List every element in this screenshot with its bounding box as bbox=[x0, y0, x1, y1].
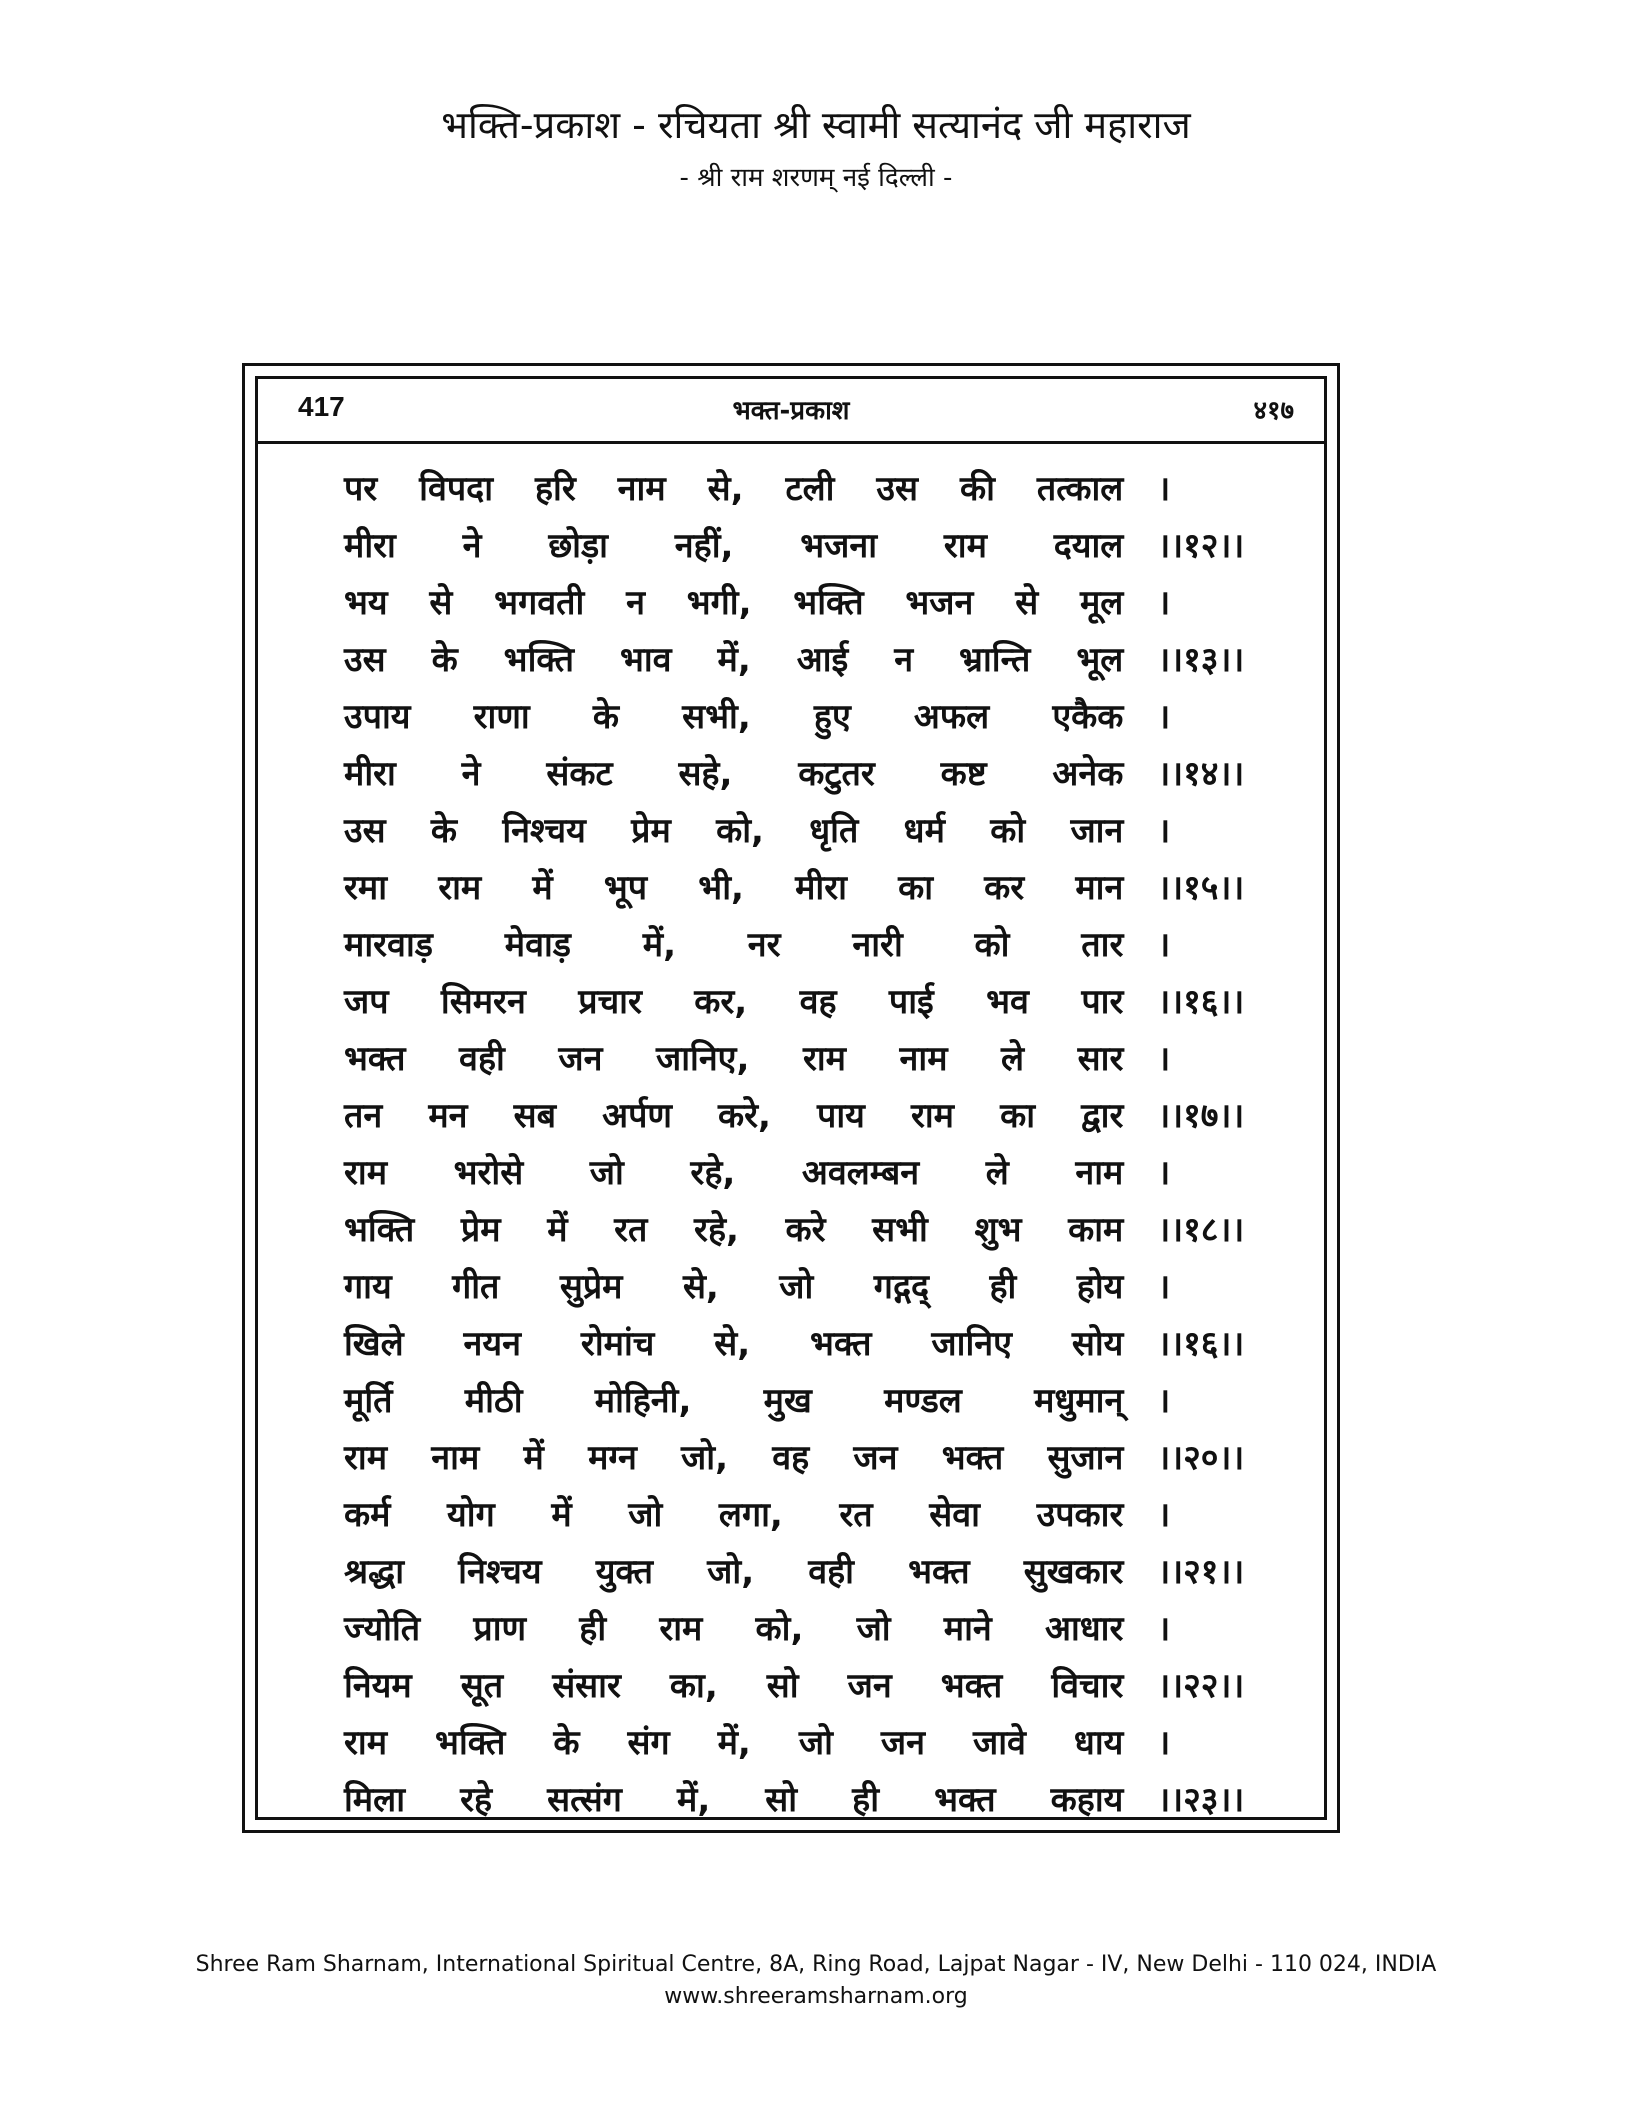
verse-mark: । bbox=[1157, 1153, 1171, 1193]
verse-mark: । bbox=[1157, 1609, 1171, 1649]
verse-text: मारवाड़ मेवाड़ में, नर नारी को तार bbox=[344, 925, 1124, 965]
verse-text: उस के भक्ति भाव में, आई न भ्रान्ति भूल bbox=[344, 640, 1124, 680]
verse-line bbox=[344, 1205, 1284, 1262]
page-header bbox=[0, 100, 1632, 198]
verse-text: मूर्ति मीठी मोहिनी, मुख मण्डल मधुमान् bbox=[344, 1381, 1124, 1421]
chapter-title: भक्त-प्रकाश bbox=[732, 396, 850, 426]
verse-text: तन मन सब अर्पण करे, पाय राम का द्वार bbox=[344, 1096, 1124, 1136]
verse-line bbox=[344, 1604, 1284, 1661]
verse-text: भक्त वही जन जानिए, राम नाम ले सार bbox=[344, 1039, 1124, 1079]
verse-mark: ।।२३।। bbox=[1157, 1780, 1245, 1820]
verse-line bbox=[344, 1718, 1284, 1775]
verse-text: पर विपदा हरि नाम से, टली उस की तत्काल bbox=[344, 469, 1124, 509]
verse-text: श्रद्धा निश्चय युक्त जो, वही भक्त सुखकार bbox=[344, 1552, 1124, 1592]
verse-line bbox=[344, 1661, 1284, 1718]
verse-mark: । bbox=[1157, 697, 1171, 737]
verse-text: जप सिमरन प्रचार कर, वह पाई भव पार bbox=[344, 982, 1124, 1022]
verse-text: मिला रहे सत्संग में, सो ही भक्त कहाय bbox=[344, 1780, 1124, 1820]
footer-address: Shree Ram Sharnam, International Spiritual Centre, 8A, Ring Road, Lajpat Nagar - IV, New Delhi - 110 024, INDIA bbox=[195, 1952, 1437, 1977]
verse-list bbox=[344, 464, 1284, 1832]
verse-mark: ।।१२।। bbox=[1157, 526, 1245, 566]
page-frame bbox=[242, 363, 1340, 1833]
verse-line bbox=[344, 806, 1284, 863]
verse-mark: ।।१३।। bbox=[1157, 640, 1245, 680]
page-footer bbox=[0, 1949, 1632, 2013]
verse-text: भक्ति प्रेम में रत रहे, करे सभी शुभ काम bbox=[344, 1210, 1124, 1250]
page-number-latin: 417 bbox=[298, 391, 345, 422]
running-header bbox=[258, 379, 1324, 444]
verse-line bbox=[344, 1490, 1284, 1547]
verse-mark: ।।१४।। bbox=[1157, 754, 1245, 794]
page-number-devanagari: ४१७ bbox=[1253, 396, 1294, 426]
verse-line bbox=[344, 920, 1284, 977]
verse-mark: । bbox=[1157, 1381, 1171, 1421]
verse-mark: । bbox=[1157, 583, 1171, 623]
verse-line bbox=[344, 1148, 1284, 1205]
footer-website: www.shreeramsharnam.org bbox=[664, 1984, 968, 2009]
verse-mark: । bbox=[1157, 811, 1171, 851]
book-title: भक्ति-प्रकाश - रचियता श्री स्वामी सत्यानंद जी महाराज bbox=[441, 103, 1191, 147]
verse-text: उपाय राणा के सभी, हुए अफल एकैक bbox=[344, 697, 1124, 737]
verse-line bbox=[344, 1262, 1284, 1319]
verse-mark: । bbox=[1157, 469, 1171, 509]
verse-text: नियम सूत संसार का, सो जन भक्त विचार bbox=[344, 1666, 1124, 1706]
verse-text: राम भरोसे जो रहे, अवलम्बन ले नाम bbox=[344, 1153, 1124, 1193]
verse-mark: । bbox=[1157, 1723, 1171, 1763]
verse-mark: । bbox=[1157, 1039, 1171, 1079]
verse-text: खिले नयन रोमांच से, भक्त जानिए सोय bbox=[344, 1324, 1124, 1364]
verse-line bbox=[344, 1547, 1284, 1604]
verse-mark: ।।१७।। bbox=[1157, 1096, 1245, 1136]
verse-line bbox=[344, 1319, 1284, 1376]
verse-line bbox=[344, 1091, 1284, 1148]
verse-mark: ।।२२।। bbox=[1157, 1666, 1245, 1706]
verse-text: मीरा ने छोड़ा नहीं, भजना राम दयाल bbox=[344, 526, 1124, 566]
verse-mark: ।।१६।। bbox=[1157, 1324, 1245, 1364]
verse-text: ज्योति प्राण ही राम को, जो माने आधार bbox=[344, 1609, 1124, 1649]
verse-text: मीरा ने संकट सहे, कटुतर कष्ट अनेक bbox=[344, 754, 1124, 794]
verse-line bbox=[344, 692, 1284, 749]
verse-line bbox=[344, 464, 1284, 521]
verse-line bbox=[344, 1034, 1284, 1091]
verse-text: राम नाम में मग्न जो, वह जन भक्त सुजान bbox=[344, 1438, 1124, 1478]
verse-line bbox=[344, 749, 1284, 806]
verse-mark: ।।१६।। bbox=[1157, 982, 1245, 1022]
verse-text: कर्म योग में जो लगा, रत सेवा उपकार bbox=[344, 1495, 1124, 1535]
verse-text: रमा राम में भूप भी, मीरा का कर मान bbox=[344, 868, 1124, 908]
publisher-line: - श्री राम शरणम् नई दिल्ली - bbox=[679, 163, 953, 193]
verse-mark: ।।१८।। bbox=[1157, 1210, 1245, 1250]
verse-text: गाय गीत सुप्रेम से, जो गद्गद् ही होय bbox=[344, 1267, 1124, 1307]
verse-text: उस के निश्चय प्रेम को, धृति धर्म को जान bbox=[344, 811, 1124, 851]
verse-line bbox=[344, 521, 1284, 578]
verse-line bbox=[344, 1376, 1284, 1433]
verse-mark: ।।२०।। bbox=[1157, 1438, 1245, 1478]
verse-mark: । bbox=[1157, 1267, 1171, 1307]
verse-mark: । bbox=[1157, 925, 1171, 965]
verse-text: भय से भगवती न भगी, भक्ति भजन से मूल bbox=[344, 583, 1124, 623]
verse-mark: ।।१५।। bbox=[1157, 868, 1245, 908]
page-frame-inner bbox=[255, 376, 1327, 1820]
verse-line bbox=[344, 863, 1284, 920]
verse-line bbox=[344, 977, 1284, 1034]
verse-line bbox=[344, 578, 1284, 635]
verse-line bbox=[344, 1433, 1284, 1490]
verse-line bbox=[344, 1775, 1284, 1832]
verse-text: राम भक्ति के संग में, जो जन जावे धाय bbox=[344, 1723, 1124, 1763]
verse-line bbox=[344, 635, 1284, 692]
verse-mark: । bbox=[1157, 1495, 1171, 1535]
verse-mark: ।।२१।। bbox=[1157, 1552, 1245, 1592]
